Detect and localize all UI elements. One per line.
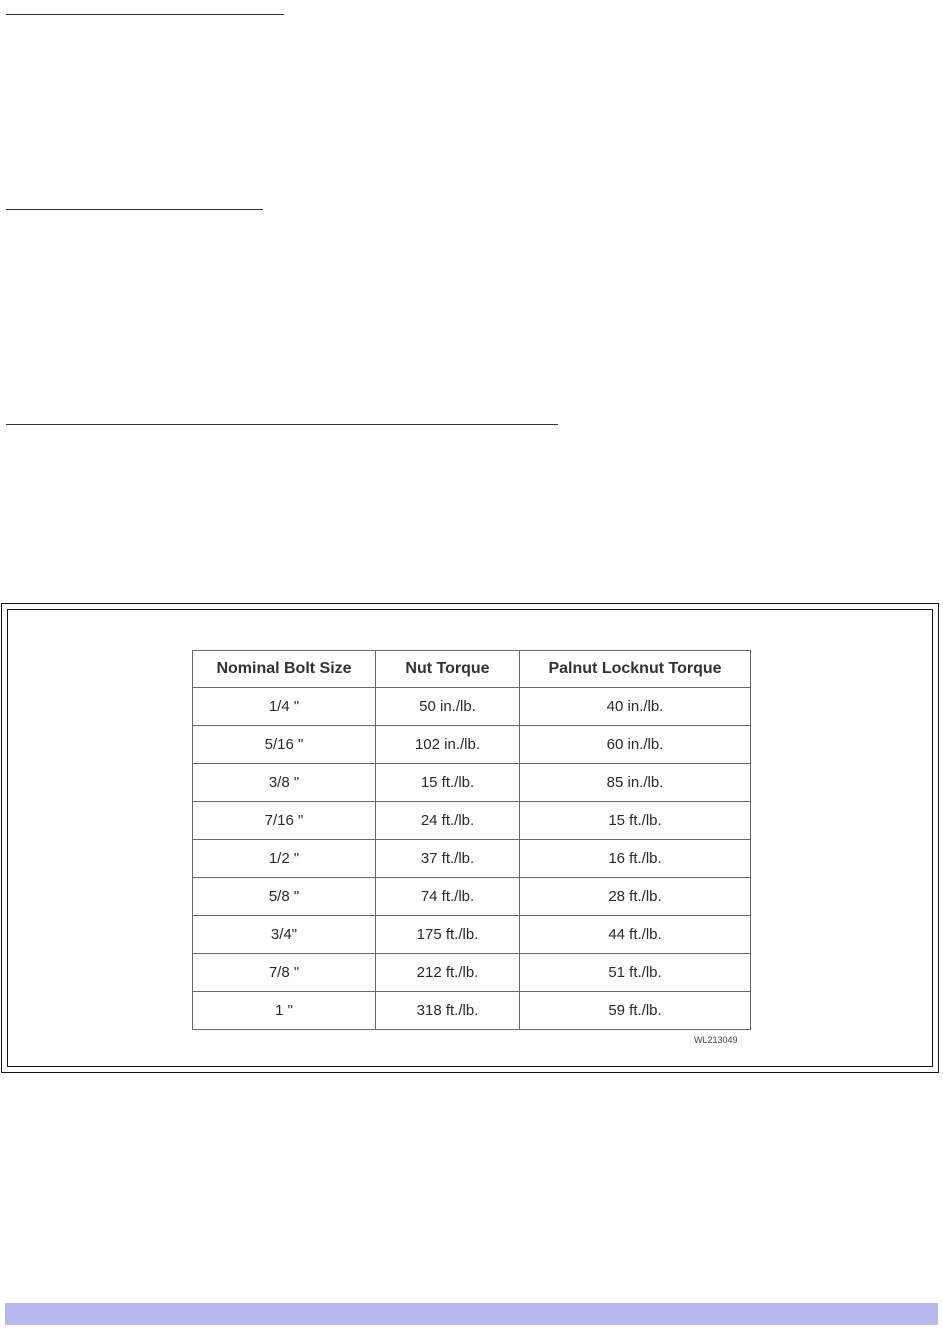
locknut-torque-cell: 15 ft./lb. bbox=[520, 802, 751, 840]
table-row bbox=[193, 916, 751, 954]
figure-code: WL213049 bbox=[694, 1035, 738, 1045]
locknut-torque-cell: 44 ft./lb. bbox=[520, 916, 751, 954]
nut-torque-cell: 37 ft./lb. bbox=[376, 840, 520, 878]
locknut-torque-cell: 16 ft./lb. bbox=[520, 840, 751, 878]
heading-underline-3 bbox=[6, 424, 558, 425]
bolt-size-cell: 3/4" bbox=[193, 916, 376, 954]
nut-torque-cell: 74 ft./lb. bbox=[376, 878, 520, 916]
footer-bar bbox=[5, 1303, 938, 1325]
table-row bbox=[193, 802, 751, 840]
locknut-torque-cell: 51 ft./lb. bbox=[520, 954, 751, 992]
torque-table bbox=[192, 650, 751, 1030]
bolt-size-cell: 3/8 " bbox=[193, 764, 376, 802]
nut-torque-cell: 24 ft./lb. bbox=[376, 802, 520, 840]
bolt-size-cell: 1/4 " bbox=[193, 688, 376, 726]
bolt-size-cell: 1 " bbox=[193, 992, 376, 1030]
bolt-size-cell: 5/8 " bbox=[193, 878, 376, 916]
table-row bbox=[193, 954, 751, 992]
locknut-torque-cell: 28 ft./lb. bbox=[520, 878, 751, 916]
locknut-torque-cell: 85 in./lb. bbox=[520, 764, 751, 802]
locknut-torque-cell: 40 in./lb. bbox=[520, 688, 751, 726]
nut-torque-cell: 175 ft./lb. bbox=[376, 916, 520, 954]
heading-underline-2 bbox=[6, 209, 263, 210]
table-row bbox=[193, 992, 751, 1030]
nut-torque-cell: 318 ft./lb. bbox=[376, 992, 520, 1030]
locknut-torque-cell: 60 in./lb. bbox=[520, 726, 751, 764]
heading-underline-1 bbox=[6, 14, 284, 15]
nut-torque-cell: 50 in./lb. bbox=[376, 688, 520, 726]
table-row bbox=[193, 840, 751, 878]
locknut-torque-cell: 59 ft./lb. bbox=[520, 992, 751, 1030]
nut-torque-cell: 15 ft./lb. bbox=[376, 764, 520, 802]
bolt-size-cell: 7/16 " bbox=[193, 802, 376, 840]
table-row bbox=[193, 764, 751, 802]
bolt-size-cell: 5/16 " bbox=[193, 726, 376, 764]
bolt-size-cell: 1/2 " bbox=[193, 840, 376, 878]
table-row bbox=[193, 726, 751, 764]
header-palnut-locknut-torque: Palnut Locknut Torque bbox=[520, 651, 751, 688]
bolt-size-cell: 7/8 " bbox=[193, 954, 376, 992]
header-nut-torque: Nut Torque bbox=[376, 651, 520, 688]
header-nominal-bolt-size: Nominal Bolt Size bbox=[193, 651, 376, 688]
table-row bbox=[193, 688, 751, 726]
nut-torque-cell: 102 in./lb. bbox=[376, 726, 520, 764]
nut-torque-cell: 212 ft./lb. bbox=[376, 954, 520, 992]
table-header-row bbox=[193, 651, 751, 688]
table-row bbox=[193, 878, 751, 916]
